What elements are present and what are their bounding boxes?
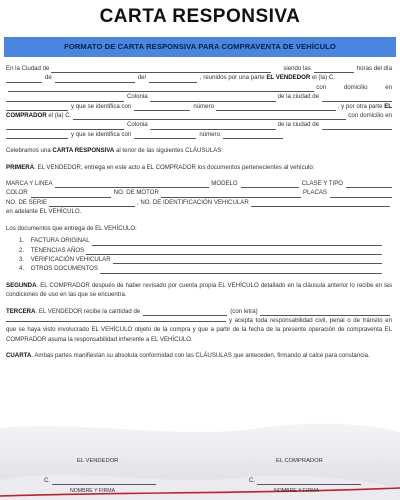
intro-line-5 [6,102,392,111]
clausula-label: PRIMERA [6,163,35,171]
intro-text: número [193,102,214,110]
vehiculo-label: , NO. DE IDENTIFICACIÓN VEHICULAR [136,198,249,206]
documento-field[interactable] [113,258,382,264]
vendedor-signature-line[interactable] [52,484,156,485]
vehiculo-label: CLASE Y TIPO [301,180,343,188]
vehiculo-line-1 [6,179,392,188]
decorative-wave [0,422,400,500]
documento-field[interactable] [92,240,382,246]
intro-text: y que se identifica con [71,130,132,138]
cantidad-letra-cont-field[interactable] [6,316,226,322]
vendedor-id-field[interactable] [134,105,190,111]
vehiculo-label: NO. DE SERIE [6,198,47,206]
year-field[interactable] [149,77,197,83]
vehiculo-line-3 [6,198,392,207]
intro-bold: COMPRADOR [6,112,47,120]
list-item [19,255,392,264]
c-prefix: C. [249,478,255,484]
identificacion-field[interactable] [251,201,390,207]
documento-field[interactable] [86,249,382,255]
clausula-text: . EL COMPRADOR después de haber revisado por cuenta propia EL VEHÍCULO detallado en la cláusula anterior lo recibe en las condiciones de uso en las que se encuentra. [6,281,392,299]
vendedor-name-field[interactable] [8,86,314,92]
intro-text: , y por otra parte [337,102,383,110]
list-number: 4. [19,265,25,273]
intro-bold: EL [384,102,392,110]
clausula-label: CUARTA [6,352,32,360]
comprador-signature-line[interactable] [257,484,361,485]
intro-text: de la ciudad de [277,121,319,129]
celebramos-text: Celebramos una [6,147,51,155]
placas-field[interactable] [330,192,392,198]
intro-text: y que se identifica con [71,102,132,110]
intro-text: En la Ciudad de [6,65,50,72]
document-body [6,64,392,361]
nombre-firma-label: NOMBRE Y FIRMA [274,488,320,494]
intro-text: número [199,130,220,138]
intro-text: de [45,74,52,82]
clausula-cuarta [6,351,392,360]
clausula-text: . EL VENDEDOR recibe la cantidad de [35,307,141,315]
comprador-signature-label: EL COMPRADOR [276,458,323,464]
day-field[interactable] [6,77,42,83]
list-label: FACTURA ORIGINAL [30,237,90,245]
intro-text: horas del día [356,65,392,72]
comprador-id-field[interactable] [134,133,196,139]
list-item [19,236,392,245]
month-field[interactable] [55,77,135,83]
vehiculo-label: MODELO [211,180,238,188]
clausula-label: TERCERA [6,307,36,315]
intro-text: siendo las [283,65,311,72]
intro-line-6 [6,111,392,120]
celebramos-paragraph [6,146,392,155]
list-number: 2. [19,246,25,254]
comprador-city-cont-field[interactable] [6,133,68,139]
intro-line-4 [6,92,392,101]
vehiculo-label: NO. DE MOTOR [113,189,159,197]
intro-text: el (la) C. [311,74,335,82]
list-item [19,246,392,255]
clausula-text: . Ambas partes manifiestan su absoluta conformidad con las CLÁUSULAS que anteceden, firmando al calce para constancia. [31,352,370,360]
clausula-text: (con letra) [230,307,258,315]
document-title: CARTA RESPONSIVA [99,6,301,27]
form-banner: FORMATO DE CARTA RESPONSIVA PARA COMPRAVENTA DE VEHÍCULO [4,37,396,57]
intro-text: Colonia [127,121,148,129]
documentos-intro: Los documentos que entrega de EL VEHÍCULO: [6,224,137,232]
clausula-primera [6,163,392,172]
intro-line-1 [6,64,392,73]
clausula-text: y acepta toda responsabilidad civil, penal o de tránsito en que se haya visto involucrado EL VEHÍCULO objeto de la compra y que a partir de la fecha de la presente operación de compraventa EL COMPRADOR asuma la responsabilidad inherente a EL VEHÍCULO. [6,316,392,343]
intro-line-8 [6,130,392,139]
vehiculo-label: PLACAS [302,189,327,197]
clausula-segunda [6,281,392,300]
intro-line-2 [6,73,392,82]
list-item [19,264,392,273]
list-number: 1. [19,237,25,245]
clausula-tercera [6,316,392,344]
list-label: TENENCIAS AÑOS [30,246,85,254]
vehiculo-label: MARCA Y LINEA [6,180,53,188]
intro-text: , reunidos por una parte [199,74,265,82]
intro-text: Colonia [127,93,148,101]
clausula-tercera-line-1 [6,307,392,316]
intro-bold: EL VENDEDOR [266,74,311,82]
documento-field[interactable] [100,268,382,274]
intro-line-3 [6,83,392,92]
intro-text: con domicilio en [316,83,392,91]
list-label: OTROS DOCUMENTOS [30,265,98,273]
vendedor-id-number-field[interactable] [216,105,336,111]
clase-field[interactable] [346,182,392,188]
vehiculo-note: en adelante EL VEHÍCULO. [6,208,82,216]
list-number: 3. [19,255,25,263]
clausula-text: . EL VENDEDOR, entrega en este acto a EL COMPRADOR los documentos pertenecientes al vehículo: [34,163,315,171]
comprador-city-field[interactable] [322,124,392,130]
intro-text: de la ciudad de [277,93,319,101]
vehiculo-label: COLOR [6,189,28,197]
vehiculo-line-2 [6,188,392,197]
signature-footer [0,422,400,500]
intro-line-7 [6,120,392,129]
list-label: VERIFICACIÓN VEHICULAR [30,255,111,263]
c-prefix: C. [44,478,50,484]
comprador-id-number-field[interactable] [223,133,283,139]
intro-text: el (la) C. [48,112,72,120]
modelo-field[interactable] [241,182,299,188]
celebramos-text: al tenor de las siguientes CLÁUSULAS: [115,147,224,155]
intro-text: del [137,74,146,82]
celebramos-bold: CARTA RESPONSIVA [52,147,115,155]
intro-text: con domicilio en [348,112,392,120]
clausula-label: SEGUNDA [6,281,37,289]
documentos-list [6,236,392,274]
nombre-firma-label: NOMBRE Y FIRMA [70,488,116,494]
vendedor-signature-label: EL VENDEDOR [77,458,119,464]
